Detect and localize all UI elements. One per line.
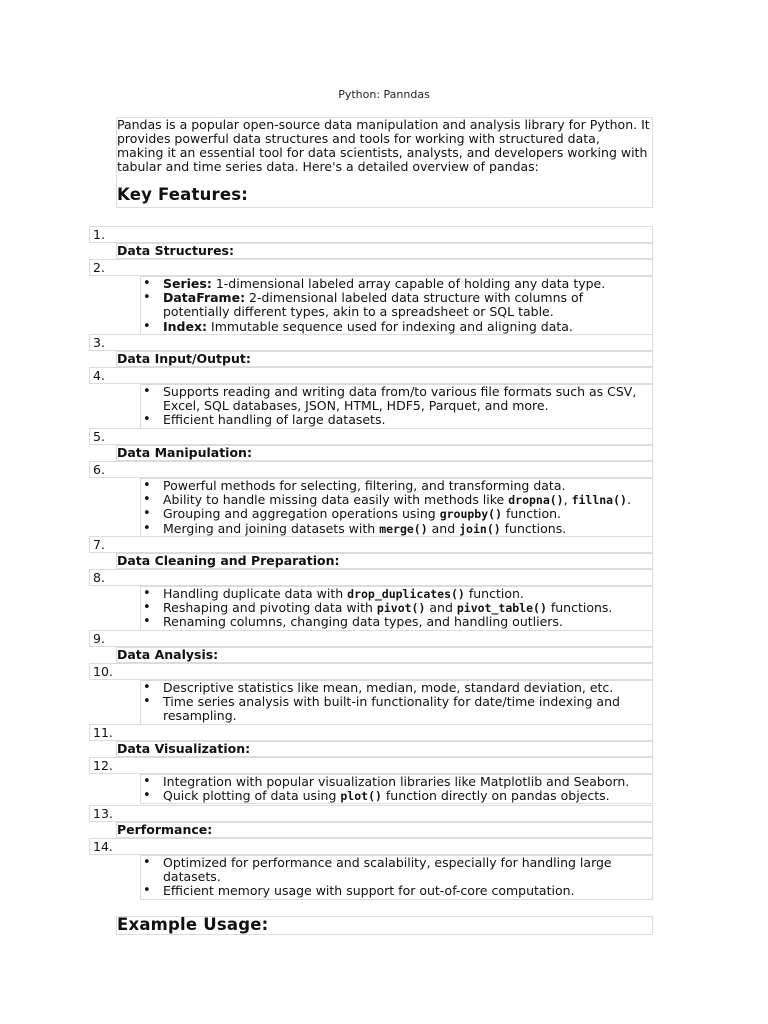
item-text: functions.	[500, 520, 567, 536]
list-item: • Efficient memory usage with support for out-of-core computation.	[141, 884, 652, 898]
item-text: function directly on pandas objects.	[381, 788, 610, 804]
list-number: 3.	[89, 334, 653, 351]
page-title: Python: Panndas	[338, 88, 430, 101]
list-number: 12.	[89, 757, 653, 774]
list-item: • Integration with popular visualization libraries like Matplotlib and Seaborn.	[141, 775, 652, 789]
list-number: 11.	[89, 724, 653, 741]
bullet-list	[140, 586, 653, 631]
list-item: • Supports reading and writing data from/to various file formats such as CSV, Excel, SQL databases, JSON, HTML, HDF5, Parquet, and more.	[141, 385, 652, 413]
intro-block	[116, 117, 653, 208]
item-text: and	[425, 600, 457, 616]
list-number: 10.	[89, 663, 653, 680]
bullet-list	[140, 276, 653, 335]
section-heading: Data Manipulation:	[116, 445, 653, 461]
list-number: 8.	[89, 569, 653, 586]
code-snippet: fillna()	[571, 493, 627, 508]
list-number: 9.	[89, 630, 653, 647]
section-heading: Data Input/Output:	[116, 351, 653, 367]
list-item: • Time series analysis with built-in functionality for date/time indexing and resampling.	[141, 695, 652, 723]
list-number: 4.	[89, 367, 653, 384]
list-number: 2.	[89, 259, 653, 276]
list-item	[141, 522, 652, 536]
code-snippet: plot()	[340, 789, 382, 804]
item-text: Grouping and aggregation operations using	[163, 506, 440, 522]
list-item: • Efficient handling of large datasets.	[141, 413, 652, 427]
example-usage-heading: Example Usage:	[116, 916, 653, 935]
list-number: 7.	[89, 536, 653, 553]
list-item	[141, 507, 652, 521]
list-item	[141, 277, 652, 291]
list-item: • Descriptive statistics like mean, median, mode, standard deviation, etc.	[141, 681, 652, 695]
item-text: Merging and joining datasets with	[163, 520, 380, 536]
list-number: 13.	[89, 805, 653, 822]
list-item: • Renaming columns, changing data types, and handling outliers.	[141, 615, 652, 629]
item-text: .	[626, 492, 631, 508]
bullet-list	[140, 855, 653, 900]
item-text: Reshaping and pivoting data with	[163, 600, 377, 616]
item-text: 2-dimensional labeled data structure with columns of potentially different types, akin to a spreadsheet or SQL table.	[163, 290, 584, 320]
item-text: function.	[464, 586, 524, 601]
code-snippet: pivot_table()	[456, 601, 547, 616]
term-label: Index:	[163, 318, 208, 334]
term-label: Series:	[163, 276, 212, 291]
item-text: 1-dimensional labeled array capable of holding any data type.	[211, 276, 606, 291]
list-item	[141, 493, 652, 507]
key-features-heading: Key Features:	[117, 185, 249, 204]
term-label: DataFrame:	[163, 290, 246, 306]
list-number: 14.	[89, 838, 653, 855]
item-text: Handling duplicate data with	[163, 586, 348, 601]
intro-paragraph: Pandas is a popular open-source data manipulation and analysis library for Python. It provides powerful data structures and tools for working with structured data, making it an essential tool for data scientists, analysts, and developers working with tabular and time series data. Here's a detailed overview of pandas:	[117, 117, 650, 174]
item-text: Quick plotting of data using	[163, 788, 341, 804]
code-snippet: dropna()	[508, 493, 564, 508]
code-snippet: pivot()	[376, 601, 426, 616]
list-item	[141, 601, 652, 615]
list-item: • Powerful methods for selecting, filtering, and transforming data.	[141, 479, 652, 493]
bullet-list	[140, 774, 653, 804]
list-number: 1.	[89, 226, 653, 243]
list-number: 5.	[89, 428, 653, 445]
item-text: functions.	[546, 600, 613, 616]
code-snippet: merge()	[379, 521, 428, 536]
section-heading: Data Cleaning and Preparation:	[116, 553, 653, 569]
section-heading: Data Structures:	[116, 243, 653, 259]
list-item	[141, 587, 652, 601]
bullet-list	[140, 680, 653, 725]
item-text: Ability to handle missing data easily with methods like	[163, 492, 509, 508]
list-item	[141, 789, 652, 803]
list-item	[141, 320, 652, 334]
item-text: ,	[563, 492, 572, 508]
section-heading: Data Analysis:	[116, 647, 653, 663]
list-number: 6.	[89, 461, 653, 478]
bullet-list	[140, 478, 653, 537]
list-item: • Optimized for performance and scalability, especially for handling large datasets.	[141, 856, 652, 884]
section-heading: Data Visualization:	[116, 741, 653, 757]
bullet-list	[140, 384, 653, 429]
item-text: and	[427, 520, 460, 536]
code-snippet: join()	[459, 521, 501, 536]
item-text: Immutable sequence used for indexing and aligning data.	[207, 318, 573, 334]
list-item	[141, 291, 652, 319]
section-heading: Performance:	[116, 822, 653, 838]
code-snippet: groupby()	[439, 507, 502, 522]
item-text: function.	[502, 506, 562, 522]
code-snippet: drop_duplicates()	[347, 587, 465, 601]
